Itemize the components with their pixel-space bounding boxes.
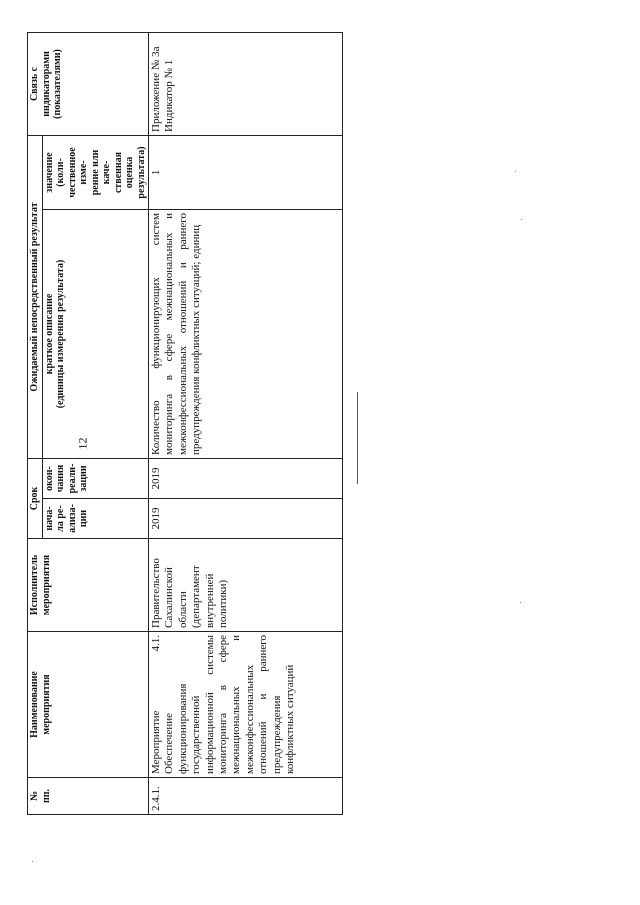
header-num: № пп. bbox=[28, 778, 149, 815]
row-term-start: 2019 bbox=[149, 499, 343, 539]
row-executor: Правительство Сахалинской области (департамент внутренней политики) bbox=[149, 539, 343, 632]
row-result-value: 1 bbox=[149, 135, 343, 209]
row-num: 2.4.1. bbox=[149, 778, 343, 815]
header-term-start: нача- ла ре- ализа- ции bbox=[42, 499, 149, 539]
table-row bbox=[149, 32, 343, 814]
scan-speck bbox=[521, 219, 522, 220]
header-link: Связь с индикаторами (показателями) bbox=[28, 32, 149, 135]
header-term-end: окон- чания реали- зации bbox=[42, 458, 149, 498]
header-result-value: значение (коли- чественное изме- рение или каче- ственная оценка результата) bbox=[42, 135, 149, 209]
row-result-brief: Количество функционирующих систем мониторинга в сфере межнациональных и межконфессиональных отношений и раннего предупреждения конфликтных ситуаций; единиц bbox=[149, 209, 343, 458]
row-link: Приложение № 3а Индикатор № 1 bbox=[149, 32, 343, 135]
scan-speck bbox=[32, 861, 33, 862]
scan-speck bbox=[520, 602, 521, 603]
header-term: Срок bbox=[28, 458, 43, 538]
header-result: Ожидаемый непосредственный результат bbox=[28, 135, 43, 458]
scan-speck bbox=[515, 171, 516, 172]
row-name: Мероприятие 4.1. Обеспечение функционирования государственной информационной системы мониторинга в сфере межнациональных и межконфессиональных отношений и раннего предупреждения конфликтных ситуаций bbox=[149, 632, 343, 778]
header-result-brief: краткое описание (единицы измерения результата) bbox=[42, 209, 149, 458]
row-term-end: 2019 bbox=[149, 458, 343, 498]
header-executor: Исполнитель мероприятия bbox=[28, 539, 149, 632]
measures-table bbox=[27, 32, 343, 815]
measures-table-rotated bbox=[27, 33, 302, 815]
closing-rule-1 bbox=[357, 392, 358, 484]
header-name: Наименование мероприятия bbox=[28, 632, 149, 778]
page-number: 12 bbox=[75, 437, 90, 450]
